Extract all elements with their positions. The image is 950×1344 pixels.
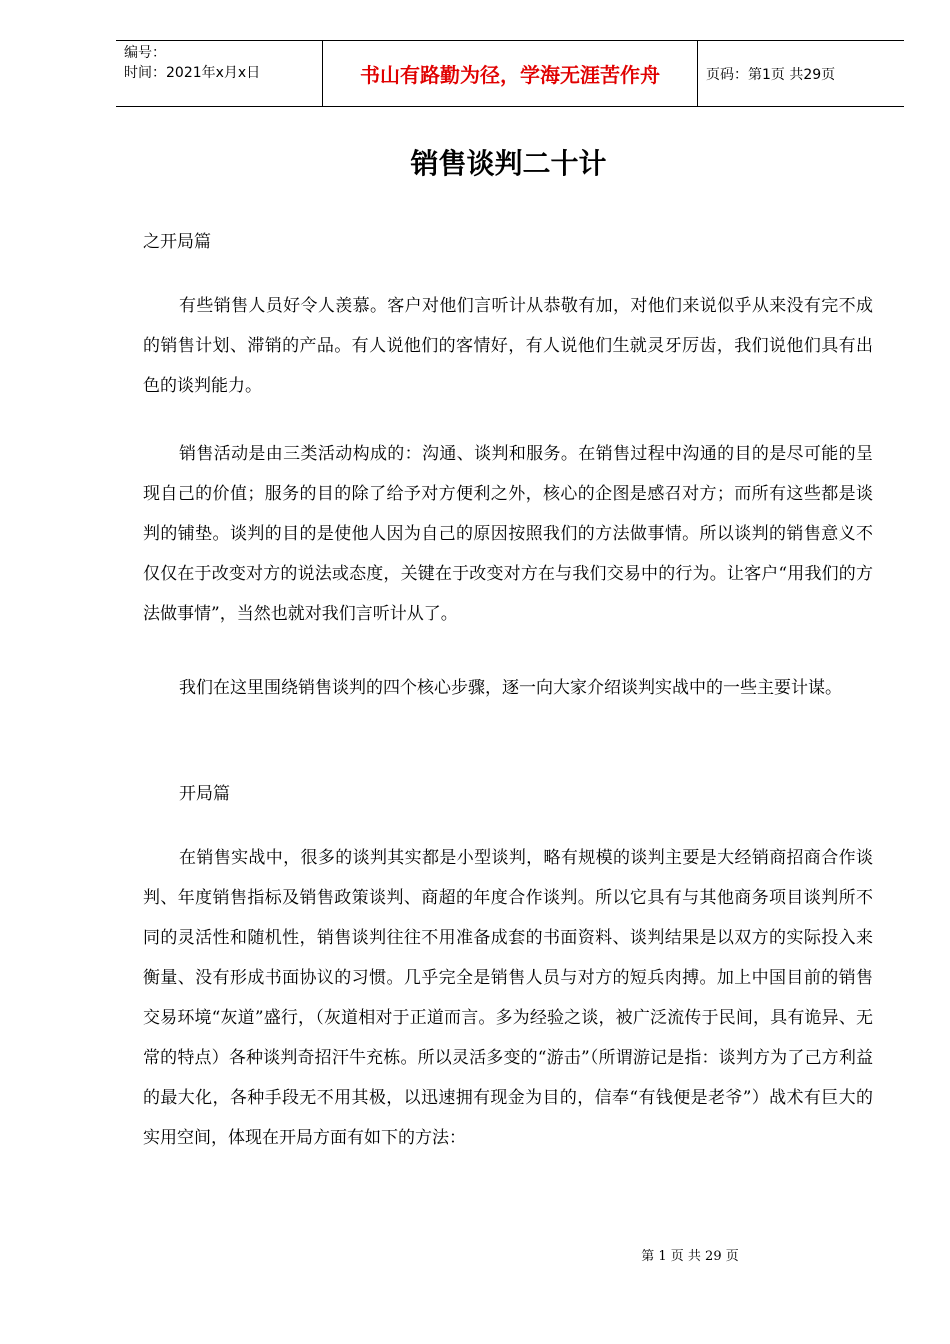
paragraph-5: 在销售实战中，很多的谈判其实都是小型谈判，略有规模的谈判主要是大经销商招商合作谈判、年度销售指标及销售政策谈判、商超的年度合作谈判。所以它具有与其他商务项目谈判所不同的灵活性和随机性，销售谈判往往不用准备成套的书面资料、谈判结果是以双方的实际投入来衡量、没有形成书面协议的习惯。几乎完全是销售人员与对方的短兵肉搏。加上中国目前的销售交易环境“灰道”盛行，（灰道相对于正道而言。多为经验之谈，被广泛流传于民间，具有诡异、无常的特点）各种谈判奇招汗牛充栋。所以灵活多变的“游击”（所谓游记是指：谈判方为了己方利益的最大化，各种手段无不用其极，以迅速拥有现金为目的，信奉“有钱便是老爷”）战术有巨大的实用空间，体现在开局方面有如下的方法： (143, 848, 873, 1148)
section-heading-intro: 之开局篇 (143, 232, 211, 252)
page-info: 页码：第1页 共29页 (706, 66, 836, 83)
document-body-3 (143, 668, 873, 708)
paragraph-2: 销售活动是由三类活动构成的：沟通、谈判和服务。在销售过程中沟通的目的是尽可能的呈现自己的价值；服务的目的除了给予对方便利之外，核心的企图是感召对方；而所有这些都是谈判的铺垫。谈判的目的是使他人因为自己的原因按照我们的方法做事情。所以谈判的销售意义不仅仅在于改变对方的说法或态度，关键在于改变对方在与我们交易中的行为。让客户“用我们的方法做事情”，当然也就对我们言听计从了。 (143, 444, 873, 624)
paragraph-1: 有些销售人员好令人羡慕。客户对他们言听计从恭敬有加，对他们来说似乎从来没有完不成的销售计划、滞销的产品。有人说他们的客情好，有人说他们生就灵牙厉齿，我们说他们具有出色的谈判能力。 (143, 296, 873, 396)
document-body (143, 222, 873, 262)
date-label: 时间：2021年x月x日 (124, 65, 261, 81)
section-heading-opening: 开局篇 (179, 784, 230, 804)
serial-label: 编号： (124, 45, 166, 61)
header-page-cell (698, 41, 905, 107)
document-body-5 (143, 838, 873, 1158)
motto-text: 书山有路勤为径，学海无涯苦作舟 (360, 63, 660, 87)
document-body-2 (143, 434, 873, 634)
page-footer: 第 1 页 共 29 页 (641, 1249, 739, 1264)
document-body-main (143, 286, 873, 406)
paragraph-3: 我们在这里围绕销售谈判的四个核心步骤，逐一向大家介绍谈判实战中的一些主要计谋。 (179, 678, 842, 698)
document-title: 销售谈判二十计 (410, 147, 607, 180)
header-meta-cell (116, 41, 323, 107)
header-table (116, 40, 904, 107)
document-body-4 (143, 774, 873, 814)
header-motto-cell (323, 41, 698, 107)
